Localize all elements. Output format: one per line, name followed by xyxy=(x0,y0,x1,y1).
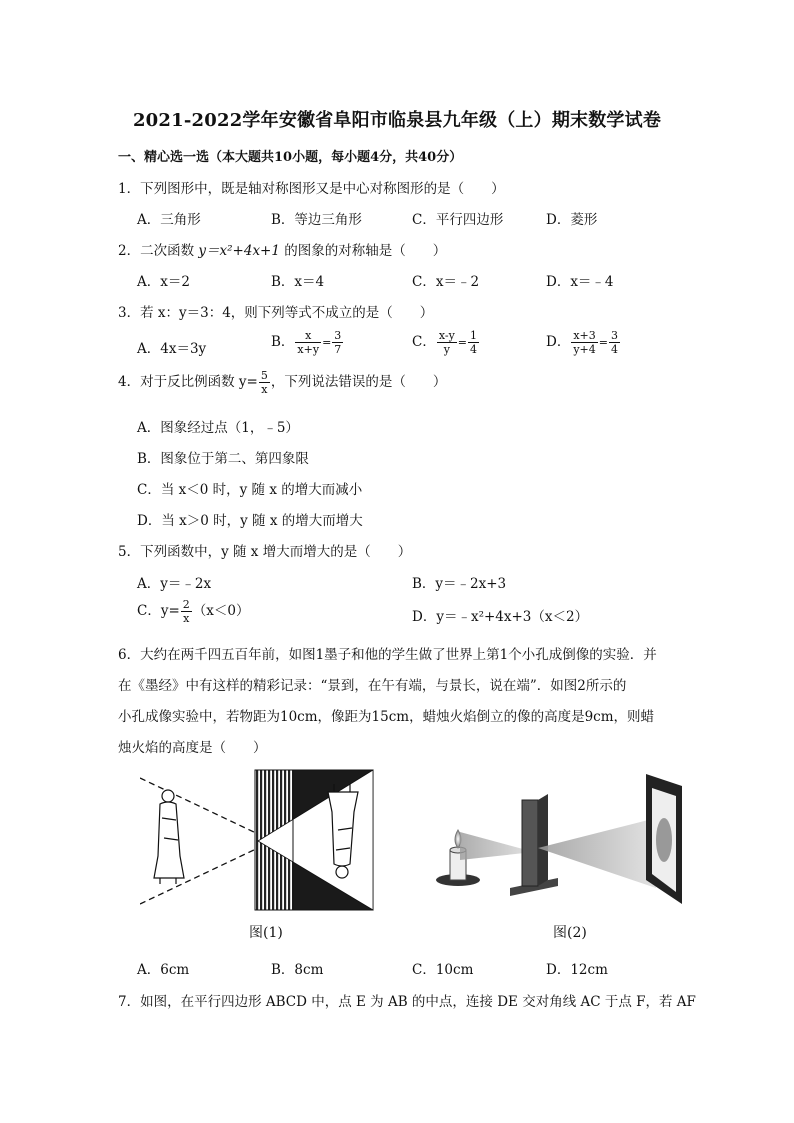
q2-option-b: B．x＝4 xyxy=(271,274,325,290)
question-7-stem: 7．如图，在平行四边形 ABCD 中，点 E 为 AB 的中点，连接 DE 交对角线 AC 于点 F，若 AF xyxy=(118,994,696,1010)
question-4-stem: 4．对于反比例函数 y= $\frac{5}{x}$ ，下列说法错误的是（ ） xyxy=(118,369,447,396)
q6-option-a: A．6cm xyxy=(137,962,190,978)
q3-option-d: D． $\frac{x+3}{y+4}$ = $\frac{3}{4}$ xyxy=(546,329,618,356)
q5-option-d: D．y＝﹣x²+4x+3（x＜2） xyxy=(412,609,589,625)
q6-option-d: D．12cm xyxy=(546,962,608,978)
question-3-stem: 3．若 x：y＝3：4，则下列等式不成立的是（ ） xyxy=(118,305,434,321)
q1-option-b: B．等边三角形 xyxy=(271,212,362,228)
question-2-stem: 2．二次函数 y＝x²+4x+1 的图象的对称轴是（ ） xyxy=(118,243,447,259)
q1-option-a: A．三角形 xyxy=(137,212,201,228)
q5-option-b: B．y＝﹣2x+3 xyxy=(412,576,507,592)
q2-option-c: C．x＝﹣2 xyxy=(412,274,480,290)
q2-option-a: A．x＝2 xyxy=(137,274,190,290)
q1-option-d: D．菱形 xyxy=(546,212,598,228)
question-5-stem: 5．下列函数中，y 随 x 增大而增大的是（ ） xyxy=(118,544,412,560)
q5-option-c: C．y= $\frac{2}{x}$ （x＜0） xyxy=(137,598,250,625)
q4-option-d: D．当 x＞0 时，y 随 x 的增大而增大 xyxy=(137,513,363,529)
q4-option-a: A．图象经过点（1，﹣5） xyxy=(137,420,299,436)
q4-option-c: C．当 x＜0 时，y 随 x 的增大而减小 xyxy=(137,482,363,498)
q3-option-a: A．4x＝3y xyxy=(137,341,207,357)
question-6-paragraph xyxy=(118,640,688,764)
q6-line-4: 烛火焰的高度是（ ） xyxy=(118,740,267,756)
q6-line-3: 小孔成像实验中，若物距为10cm，像距为15cm，蜡烛火焰倒立的像的高度是9cm，则蜡 xyxy=(118,709,655,725)
q5-option-a: A．y＝﹣2x xyxy=(137,576,212,592)
q3-option-b: B． $\frac{x}{x+y}$ = $\frac{3}{7}$ xyxy=(271,329,342,356)
q3-option-c: C． $\frac{x-y}{y}$ = $\frac{1}{4}$ xyxy=(412,329,478,356)
q4-option-b: B．图象位于第二、第四象限 xyxy=(137,451,309,467)
figure-2-candle-pinhole xyxy=(430,768,686,908)
section-heading: 一、精心选一选（本大题共10小题，每小题4分，共40分） xyxy=(118,150,463,165)
q6-line-2: 在《墨经》中有这样的精彩记录：“景到，在午有端，与景长，说在端”．如图2所示的 xyxy=(118,678,627,694)
question-1-stem: 1．下列图形中，既是轴对称图形又是中心对称图形的是（ ） xyxy=(118,181,505,197)
q2-option-d: D．x＝﹣4 xyxy=(546,274,614,290)
figure-1-pinhole-illustration xyxy=(140,768,380,912)
q6-line-1: 6．大约在两千四五百年前，如图1墨子和他的学生做了世界上第1个小孔成倒像的实验．并 xyxy=(118,647,657,663)
q6-option-b: B．8cm xyxy=(271,962,324,978)
figure-1-caption: 图(1) xyxy=(249,925,283,941)
page-title: 2021-2022学年安徽省阜阳市临泉县九年级（上）期末数学试卷 xyxy=(132,110,662,131)
figure-2-caption: 图(2) xyxy=(553,925,587,941)
q1-option-c: C．平行四边形 xyxy=(412,212,504,228)
q6-option-c: C．10cm xyxy=(412,962,474,978)
standing-person-figure xyxy=(154,790,184,884)
